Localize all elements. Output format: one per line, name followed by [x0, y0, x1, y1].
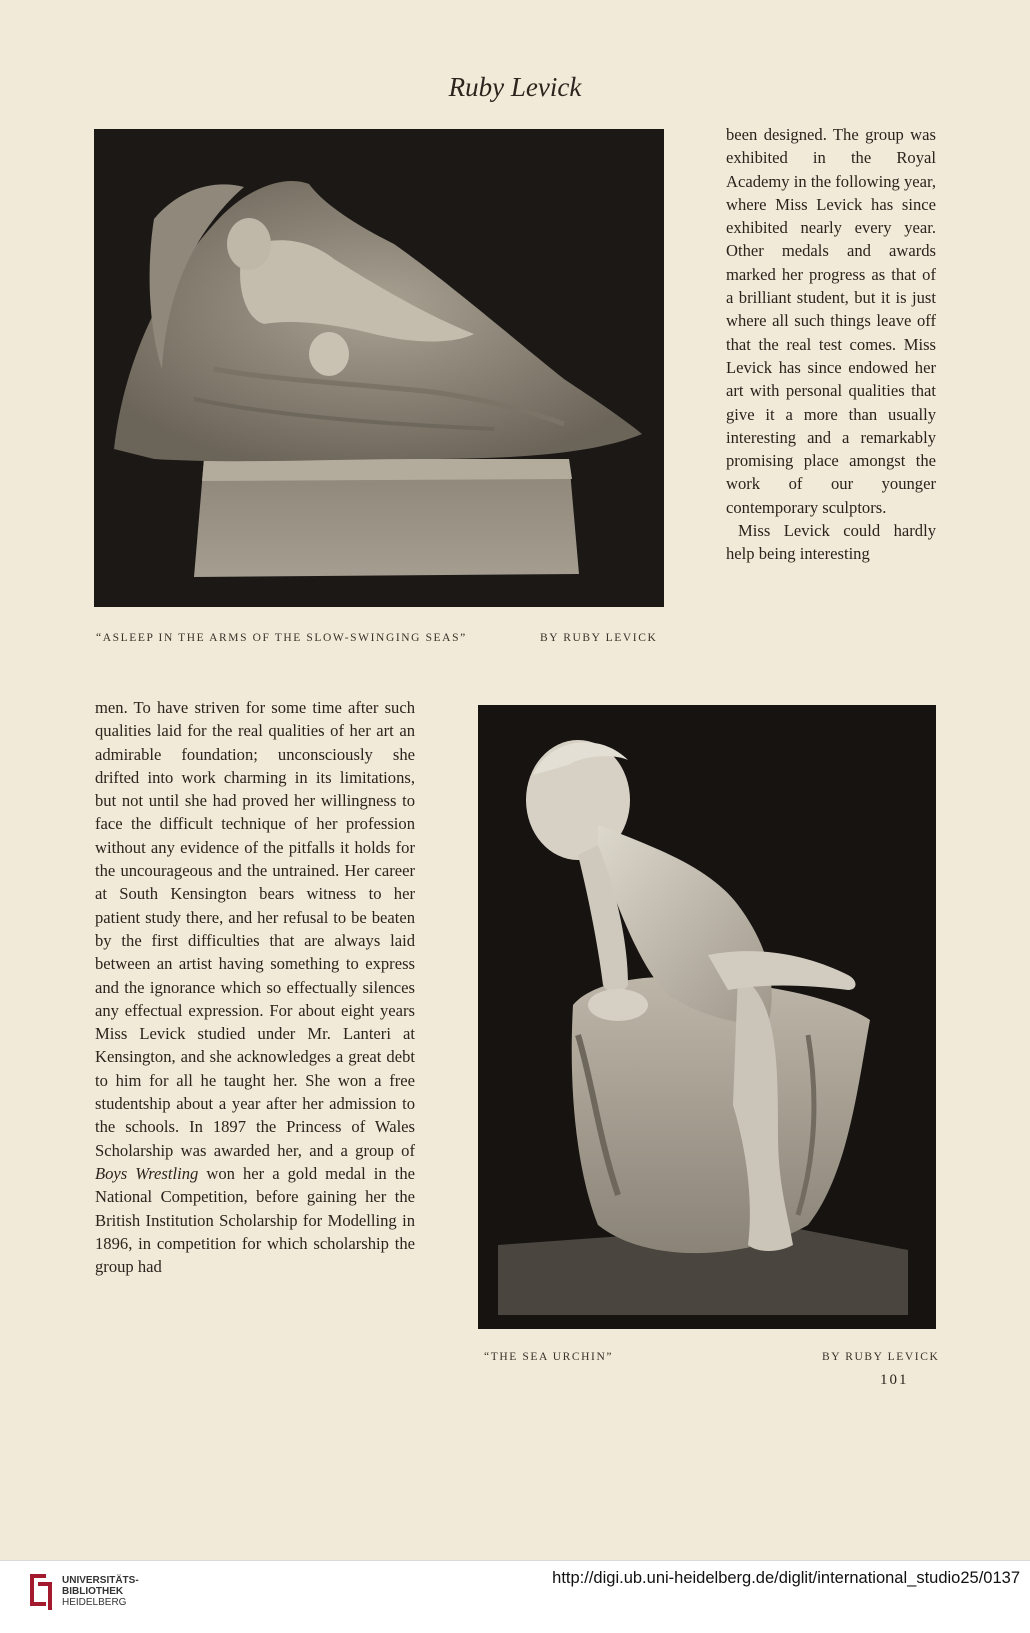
library-name-line3: HEIDELBERG [62, 1597, 127, 1608]
plate2-caption-title: “THE SEA URCHIN” [484, 1351, 614, 1363]
library-name-line2: BIBLIOTHEK [62, 1586, 124, 1597]
plate1-caption-artist: BY RUBY LEVICK [540, 632, 658, 644]
plate2-caption-artist: BY RUBY LEVICK [822, 1351, 940, 1363]
library-name-line1: UNIVERSITÄTS- [62, 1575, 139, 1586]
running-head: Ruby Levick [448, 72, 582, 102]
right-paragraph-1: been designed. The group was exhibited in the Royal Academy in the following year, where Miss Levick has since exhibited nearly every year. Other medals and awards marked her progress as that of a brilliant student, but it is just where all such things leave off that the real test comes. Miss Levick has since endowed her art with personal qualities that give it a more than usually interesting and a remarkably promising place amongst the work of our younger contemporary sculptors. [726, 125, 936, 517]
source-url-link[interactable]: http://digi.ub.uni-heidelberg.de/diglit/international_studio25/0137 [552, 1569, 1020, 1587]
library-logo-icon [26, 1568, 56, 1612]
left-text-before: men. To have striven for some time after such qualities laid for the real qualities of her art an admirable foundation; unconsciously she drifted into work charming in its limitations, but not until she had proved her willingness to face the difficult technique of her profession without any evidence of the pitfalls it holds for the uncourageous and the untrained. Her career at South Kensington bears witness to her patient study there, and her refusal to be beaten by the first difficulties that are always laid between an artist having something to express and the ignorance which so effectually silences any effectual expression. For about eight years Miss Levick studied under Mr. Lanteri at Kensington, and she acknowledges a great debt to him for all he taught her. She won a free studentship about a year after her admission to the schools. In 1897 the Princess of Wales Scholarship was awarded her, and a group of [95, 698, 415, 1160]
left-text-after: won her a gold medal in the National Competition, before gaining her the British Institution Scholarship for Modelling in 1896, in competition for which scholarship the group had [95, 1163, 415, 1277]
left-paragraph [95, 696, 415, 1278]
plate1-caption-title: “ASLEEP IN THE ARMS OF THE SLOW-SWINGING SEAS” [96, 632, 467, 644]
sculpture-photo-sea-urchin [478, 705, 936, 1329]
sculpture-photo-sleeping-figure [94, 129, 664, 607]
left-text-italic-title: Boys Wrestling [95, 1163, 199, 1183]
library-name [62, 1575, 139, 1608]
page-number: 101 [880, 1372, 909, 1388]
right-paragraph-2: Miss Levick could hardly help being interesting [726, 521, 936, 564]
left-text-column [95, 696, 415, 1278]
right-text-column [726, 123, 936, 566]
